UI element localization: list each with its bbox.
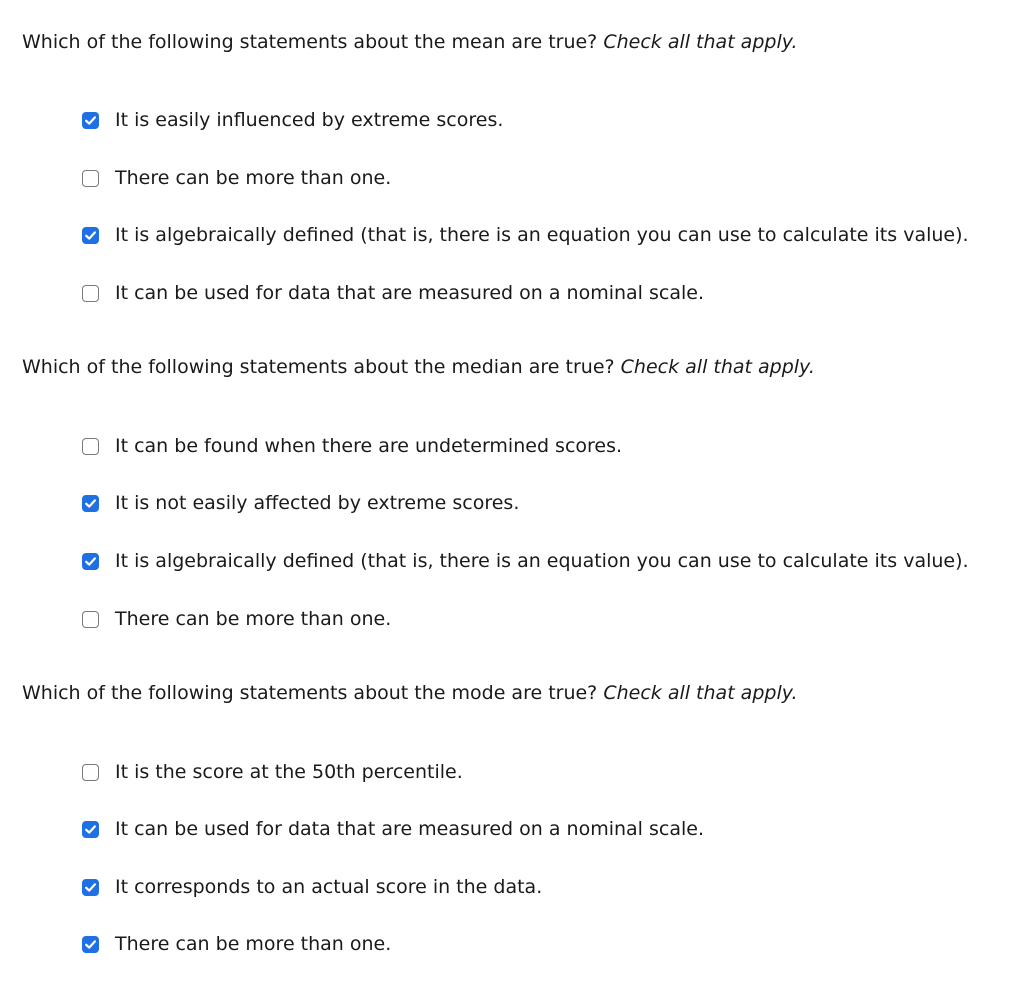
checkbox-checked[interactable] <box>82 227 99 244</box>
option-checkbox[interactable] <box>82 759 463 785</box>
checkmark-icon <box>84 938 97 951</box>
option-label: It can be used for data that are measured on a nominal scale. <box>115 282 704 304</box>
question-prompt <box>22 680 1012 706</box>
option-label: It can be used for data that are measured on a nominal scale. <box>115 818 704 840</box>
option-checkbox[interactable] <box>82 107 503 133</box>
option-label: It is easily influenced by extreme scores. <box>115 109 504 131</box>
option-label: It is not easily affected by extreme scores. <box>115 492 520 514</box>
option-label: It is algebraically defined (that is, there is an equation you can use to calculate its value). <box>115 224 969 246</box>
option-checkbox[interactable] <box>82 490 519 516</box>
option-label: It is the score at the 50th percentile. <box>115 761 463 783</box>
checkmark-icon <box>84 497 97 510</box>
question-prompt <box>22 354 1012 380</box>
checkbox-checked[interactable] <box>82 112 99 129</box>
checkmark-icon <box>84 881 97 894</box>
option-checkbox[interactable] <box>82 816 704 842</box>
checkbox-checked[interactable] <box>82 821 99 838</box>
prompt-instruction: Check all that apply. <box>620 356 815 378</box>
checkbox-unchecked[interactable] <box>82 438 99 455</box>
prompt-text: Which of the following statements about the mean are true? <box>22 31 598 53</box>
option-checkbox[interactable] <box>82 433 622 459</box>
option-checkbox[interactable] <box>82 931 391 957</box>
question-mean <box>22 29 1012 304</box>
option-label: It is algebraically defined (that is, there is an equation you can use to calculate its value). <box>115 550 969 572</box>
checkmark-icon <box>84 823 97 836</box>
prompt-text: Which of the following statements about the mode are true? <box>22 682 598 704</box>
checkmark-icon <box>84 555 97 568</box>
option-label: There can be more than one. <box>115 608 392 630</box>
checkbox-checked[interactable] <box>82 936 99 953</box>
option-label: There can be more than one. <box>115 167 392 189</box>
prompt-instruction: Check all that apply. <box>603 31 798 53</box>
checkbox-unchecked[interactable] <box>82 170 99 187</box>
option-checkbox[interactable] <box>82 280 704 306</box>
option-label: It can be found when there are undetermined scores. <box>115 435 623 457</box>
option-checkbox[interactable] <box>82 165 391 191</box>
checkbox-checked[interactable] <box>82 553 99 570</box>
prompt-instruction: Check all that apply. <box>603 682 798 704</box>
option-checkbox[interactable] <box>82 222 969 248</box>
checkmark-icon <box>84 114 97 127</box>
option-checkbox[interactable] <box>82 548 969 574</box>
checkbox-unchecked[interactable] <box>82 611 99 628</box>
question-median <box>22 354 1012 630</box>
question-prompt <box>22 29 1012 55</box>
checkbox-unchecked[interactable] <box>82 764 99 781</box>
checkbox-checked[interactable] <box>82 495 99 512</box>
option-checkbox[interactable] <box>82 606 391 632</box>
prompt-text: Which of the following statements about the median are true? <box>22 356 615 378</box>
option-checkbox[interactable] <box>82 874 542 900</box>
option-label: There can be more than one. <box>115 933 392 955</box>
option-label: It corresponds to an actual score in the data. <box>115 876 543 898</box>
checkbox-checked[interactable] <box>82 879 99 896</box>
checkmark-icon <box>84 229 97 242</box>
question-mode <box>22 680 1012 955</box>
checkbox-unchecked[interactable] <box>82 285 99 302</box>
